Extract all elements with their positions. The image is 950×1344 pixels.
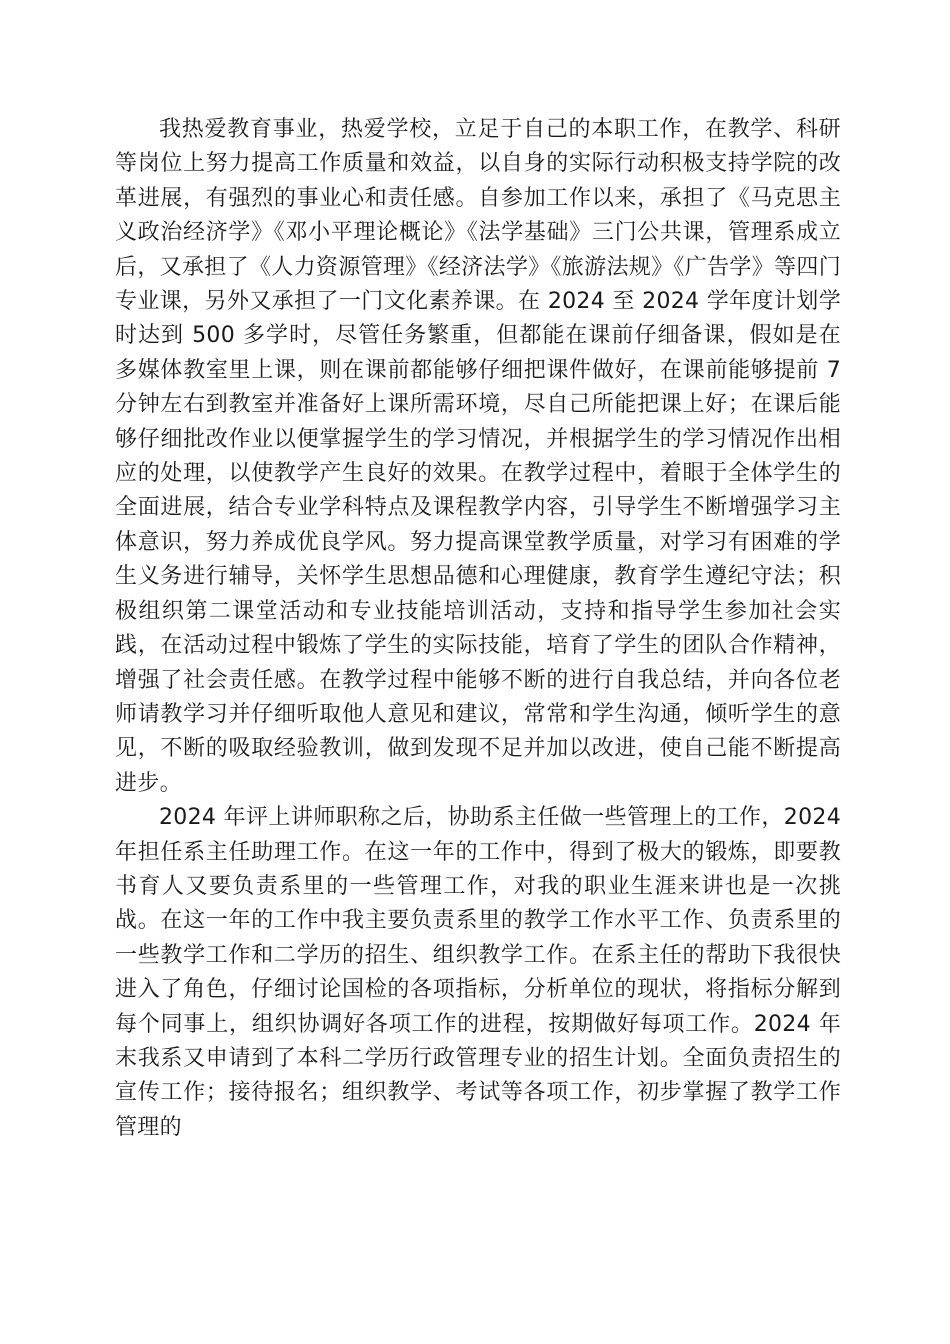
document-body <box>115 113 841 1145</box>
paragraph-2: 2024 年评上讲师职称之后，协助系主任做一些管理上的工作，2024 年担任系主任助理工作。在这一年的工作中，得到了极大的锻炼，即要教书育人又要负责系里的一些管理工作，对我的职业生涯来讲也是一次挑战。在这一年的工作中我主要负责系里的教学工作水平工作、负责系里的一些教学工作和二学历的招生、组织教学工作。在系主任的帮助下我很快进入了角色，仔细讨论国检的各项指标，分析单位的现状，将指标分解到每个同事上，组织协调好各项工作的进程，按期做好每项工作。2024 年末我系又申请到了本科二学历行政管理专业的招生计划。全面负责招生的宣传工作；接待报名；组织教学、考试等各项工作，初步掌握了教学工作管理的 <box>115 805 841 1140</box>
paragraph-1: 我热爱教育事业，热爱学校，立足于自己的本职工作，在教学、科研等岗位上努力提高工作质量和效益，以自身的实际行动积极支持学院的改革进展，有强烈的事业心和责任感。自参加工作以来，承担了《马克思主义政治经济学》《邓小平理论概论》《法学基础》三门公共课，管理系成立后，又承担了《人力资源管理》《经济法学》《旅游法规》《广告学》等四门专业课，另外又承担了一门文化素养课。在 2024 至 2024 学年度计划学时达到 500 多学时，尽管任务繁重，但都能在课前仔细备课，假如是在多媒体教室里上课，则在课前都能够仔细把课件做好，在课前能够提前 7 分钟左右到教室并准备好上课所需环境，尽自己所能把课上好；在课后能够仔细批改作业以便掌握学生的学习情况，并根据学生的学习情况作出相应的处理，以使教学产生良好的效果。在教学过程中，着眼于全体学生的全面进展，结合专业学科特点及课程教学内容，引导学生不断增强学习主体意识，努力养成优良学风。努力提高课堂教学质量，对学习有困难的学生义务进行辅导，关怀学生思想品德和心理健康，教育学生遵纪守法；积极组织第二课堂活动和专业技能培训活动，支持和指导学生参加社会实践，在活动过程中锻炼了学生的实际技能，培育了学生的团队合作精神，增强了社会责任感。在教学过程中能够不断的进行自我总结，并向各位老师请教学习并仔细听取他人意见和建议，常常和学生沟通，倾听学生的意见，不断的吸取经验教训，做到发现不足并加以改进，使自己能不断提高进步。 <box>115 117 841 796</box>
